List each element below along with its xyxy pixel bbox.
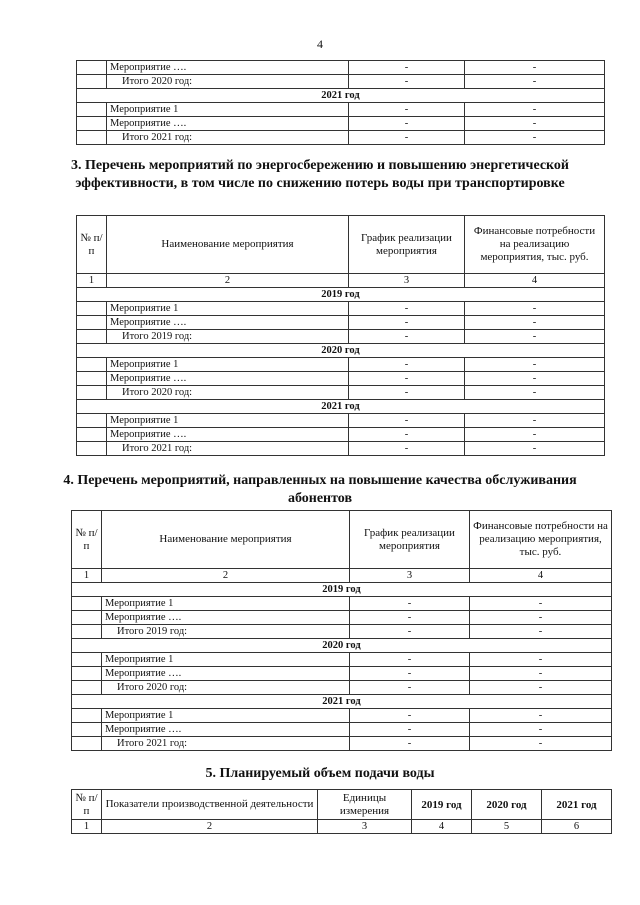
table-row bbox=[77, 358, 605, 372]
table-row bbox=[77, 316, 605, 330]
activity-name: Мероприятие 1 bbox=[102, 597, 350, 611]
row-number-cell bbox=[77, 358, 107, 372]
finance-value: - bbox=[465, 61, 605, 75]
finance-value: - bbox=[465, 330, 605, 344]
table-row bbox=[72, 653, 612, 667]
schedule-value: - bbox=[349, 75, 465, 89]
schedule-value: - bbox=[350, 611, 470, 625]
finance-value: - bbox=[465, 386, 605, 400]
year-heading: 2021 год bbox=[72, 695, 612, 709]
s5-colnum: 2 bbox=[102, 820, 318, 834]
schedule-value: - bbox=[349, 316, 465, 330]
schedule-value: - bbox=[349, 131, 465, 145]
table-row bbox=[77, 302, 605, 316]
schedule-value: - bbox=[350, 597, 470, 611]
finance-value: - bbox=[465, 372, 605, 386]
year-heading: 2019 год bbox=[77, 288, 605, 302]
finance-value: - bbox=[470, 723, 612, 737]
activity-name: Итого 2020 год: bbox=[107, 386, 349, 400]
s5-header-units: Единицы измерения bbox=[318, 790, 412, 820]
table-row bbox=[72, 737, 612, 751]
column-number: 2 bbox=[107, 274, 349, 288]
page-number: 4 bbox=[317, 37, 323, 51]
row-number-cell bbox=[72, 667, 102, 681]
schedule-value: - bbox=[350, 667, 470, 681]
schedule-value: - bbox=[350, 709, 470, 723]
header-num: № п/п bbox=[77, 216, 107, 274]
row-number-cell bbox=[77, 61, 107, 75]
schedule-value: - bbox=[349, 358, 465, 372]
header-schedule: График реализации мероприятия bbox=[349, 216, 465, 274]
finance-value: - bbox=[470, 709, 612, 723]
table-row bbox=[72, 681, 612, 695]
activity-name: Итого 2020 год: bbox=[107, 75, 349, 89]
row-number-cell bbox=[77, 117, 107, 131]
table-row bbox=[77, 103, 605, 117]
section-3-title: 3. Перечень мероприятий по энергосбережению и повышению энергетической эффективности, в том числе по снижению потерь воды при транспортировке bbox=[70, 158, 570, 191]
table-row bbox=[72, 709, 612, 723]
table-row bbox=[77, 414, 605, 428]
row-number-cell bbox=[72, 681, 102, 695]
table-row bbox=[77, 75, 605, 89]
schedule-value: - bbox=[350, 737, 470, 751]
section-5-title: 5. Планируемый объем подачи воды bbox=[205, 766, 435, 781]
activity-name: Мероприятие …. bbox=[102, 611, 350, 625]
schedule-value: - bbox=[349, 442, 465, 456]
schedule-value: - bbox=[350, 681, 470, 695]
schedule-value: - bbox=[349, 386, 465, 400]
activity-name: Итого 2020 год: bbox=[102, 681, 350, 695]
finance-value: - bbox=[465, 103, 605, 117]
activity-name: Мероприятие …. bbox=[102, 723, 350, 737]
s5-colnum: 5 bbox=[472, 820, 542, 834]
activity-name: Мероприятие 1 bbox=[102, 653, 350, 667]
activity-name: Итого 2021 год: bbox=[102, 737, 350, 751]
year-heading: 2021 год bbox=[77, 400, 605, 414]
row-number-cell bbox=[77, 414, 107, 428]
activity-name: Мероприятие 1 bbox=[107, 358, 349, 372]
column-number: 4 bbox=[465, 274, 605, 288]
activity-name: Мероприятие 1 bbox=[107, 414, 349, 428]
header-name: Наименование мероприятия bbox=[102, 511, 350, 569]
row-number-cell bbox=[77, 428, 107, 442]
finance-value: - bbox=[465, 117, 605, 131]
finance-value: - bbox=[465, 316, 605, 330]
schedule-value: - bbox=[349, 103, 465, 117]
section-3-table bbox=[76, 215, 605, 456]
header-num: № п/п bbox=[72, 511, 102, 569]
section-5-table bbox=[71, 789, 612, 834]
table-row bbox=[72, 723, 612, 737]
activity-name: Итого 2021 год: bbox=[107, 442, 349, 456]
activity-name: Мероприятие …. bbox=[102, 667, 350, 681]
finance-value: - bbox=[470, 653, 612, 667]
schedule-value: - bbox=[350, 723, 470, 737]
activity-name: Мероприятие …. bbox=[107, 117, 349, 131]
table-row bbox=[77, 428, 605, 442]
column-number: 4 bbox=[470, 569, 612, 583]
year-heading: 2021 год bbox=[77, 89, 605, 103]
table-row bbox=[77, 89, 605, 103]
row-number-cell bbox=[77, 302, 107, 316]
header-finance: Финансовые потребности на реализацию мероприятия, тыс. руб. bbox=[470, 511, 612, 569]
year-heading: 2019 год bbox=[72, 583, 612, 597]
s5-header-2020: 2020 год bbox=[472, 790, 542, 820]
header-name: Наименование мероприятия bbox=[107, 216, 349, 274]
row-number-cell bbox=[72, 653, 102, 667]
schedule-value: - bbox=[349, 372, 465, 386]
activity-name: Итого 2021 год: bbox=[107, 131, 349, 145]
row-number-cell bbox=[77, 103, 107, 117]
row-number-cell bbox=[72, 597, 102, 611]
row-number-cell bbox=[77, 386, 107, 400]
section-4-table bbox=[71, 510, 612, 751]
s5-header-2019: 2019 год bbox=[412, 790, 472, 820]
finance-value: - bbox=[465, 358, 605, 372]
table-row bbox=[77, 442, 605, 456]
schedule-value: - bbox=[349, 61, 465, 75]
finance-value: - bbox=[470, 597, 612, 611]
schedule-value: - bbox=[349, 302, 465, 316]
column-number: 2 bbox=[102, 569, 350, 583]
row-number-cell bbox=[77, 330, 107, 344]
schedule-value: - bbox=[349, 117, 465, 131]
s5-header-num: № п/п bbox=[72, 790, 102, 820]
header-schedule: График реализации мероприятия bbox=[350, 511, 470, 569]
finance-value: - bbox=[465, 302, 605, 316]
s5-header-2021: 2021 год bbox=[542, 790, 612, 820]
row-number-cell bbox=[77, 75, 107, 89]
column-number: 3 bbox=[350, 569, 470, 583]
section-4-table-body bbox=[72, 511, 612, 751]
activity-name: Мероприятие 1 bbox=[102, 709, 350, 723]
s5-header-indicators: Показатели производственной деятельности bbox=[102, 790, 318, 820]
table-row bbox=[77, 330, 605, 344]
schedule-value: - bbox=[349, 428, 465, 442]
row-number-cell bbox=[77, 131, 107, 145]
table-row bbox=[72, 667, 612, 681]
schedule-value: - bbox=[350, 625, 470, 639]
row-number-cell bbox=[72, 611, 102, 625]
row-number-cell bbox=[72, 723, 102, 737]
table-row bbox=[72, 597, 612, 611]
activity-name: Мероприятие …. bbox=[107, 316, 349, 330]
row-number-cell bbox=[72, 737, 102, 751]
s5-colnum: 6 bbox=[542, 820, 612, 834]
table-row bbox=[77, 61, 605, 75]
row-number-cell bbox=[72, 709, 102, 723]
finance-value: - bbox=[465, 428, 605, 442]
section-3-table-body bbox=[77, 216, 605, 456]
table-row bbox=[77, 386, 605, 400]
finance-value: - bbox=[465, 442, 605, 456]
s5-colnum: 3 bbox=[318, 820, 412, 834]
finance-value: - bbox=[470, 681, 612, 695]
column-number: 1 bbox=[77, 274, 107, 288]
header-finance: Финансовые потребности на реализацию мероприятия, тыс. руб. bbox=[465, 216, 605, 274]
schedule-value: - bbox=[349, 414, 465, 428]
activity-name: Мероприятие …. bbox=[107, 428, 349, 442]
table-row bbox=[77, 131, 605, 145]
activity-name: Мероприятие 1 bbox=[107, 103, 349, 117]
finance-value: - bbox=[470, 625, 612, 639]
row-number-cell bbox=[72, 625, 102, 639]
finance-value: - bbox=[465, 131, 605, 145]
activity-name: Мероприятие …. bbox=[107, 372, 349, 386]
year-heading: 2020 год bbox=[72, 639, 612, 653]
finance-value: - bbox=[465, 414, 605, 428]
s5-colnum: 4 bbox=[412, 820, 472, 834]
activity-name: Мероприятие 1 bbox=[107, 302, 349, 316]
finance-value: - bbox=[470, 737, 612, 751]
year-heading: 2020 год bbox=[77, 344, 605, 358]
activity-name: Мероприятие …. bbox=[107, 61, 349, 75]
row-number-cell bbox=[77, 442, 107, 456]
row-number-cell bbox=[77, 372, 107, 386]
schedule-value: - bbox=[350, 653, 470, 667]
top-table-body bbox=[77, 61, 605, 145]
finance-value: - bbox=[470, 611, 612, 625]
s5-colnum: 1 bbox=[72, 820, 102, 834]
table-row bbox=[77, 372, 605, 386]
finance-value: - bbox=[470, 667, 612, 681]
table-row bbox=[77, 117, 605, 131]
column-number: 3 bbox=[349, 274, 465, 288]
activity-name: Итого 2019 год: bbox=[102, 625, 350, 639]
section-4-title: 4. Перечень мероприятий, направленных на повышение качества обслуживания абонентов bbox=[63, 473, 577, 506]
schedule-value: - bbox=[349, 330, 465, 344]
top-continuation-table bbox=[76, 60, 605, 145]
row-number-cell bbox=[77, 316, 107, 330]
table-row bbox=[72, 625, 612, 639]
activity-name: Итого 2019 год: bbox=[107, 330, 349, 344]
column-number: 1 bbox=[72, 569, 102, 583]
table-row bbox=[72, 611, 612, 625]
finance-value: - bbox=[465, 75, 605, 89]
